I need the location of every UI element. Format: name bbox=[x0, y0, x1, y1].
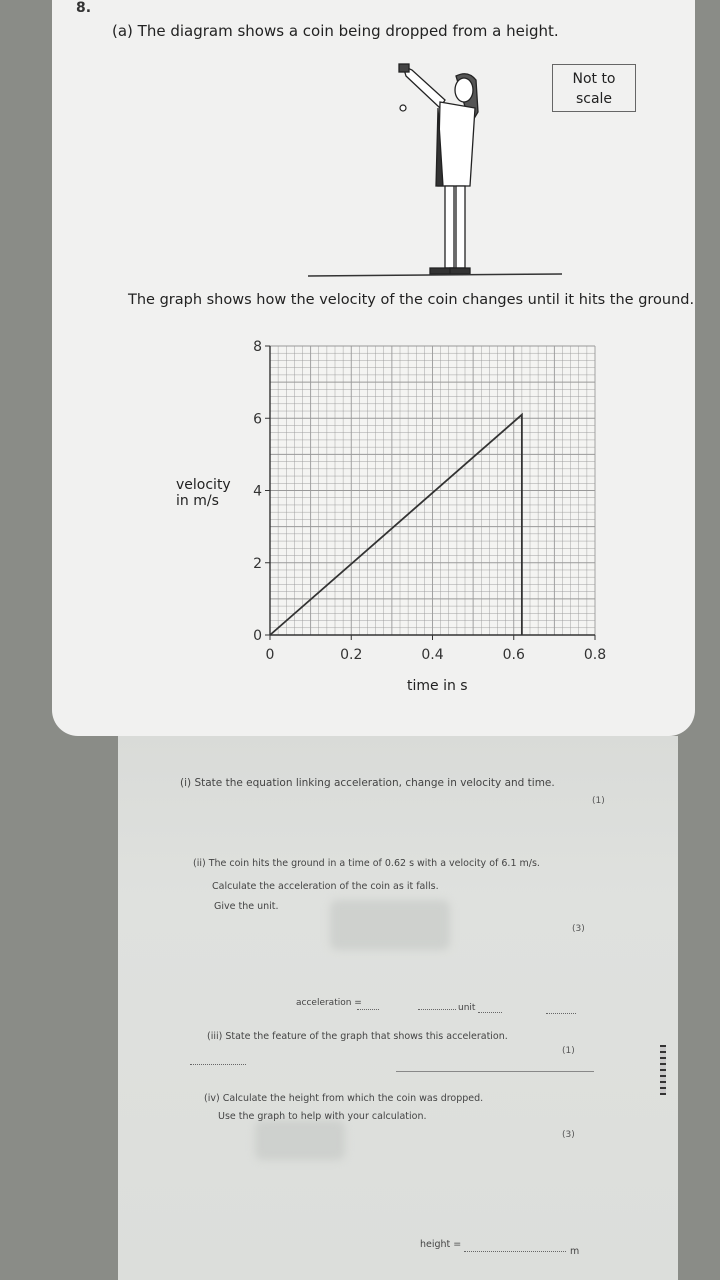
question-iv: (iv) Calculate the height from which the coin was dropped. bbox=[204, 1093, 484, 1104]
question-ii: (ii) The coin hits the ground in a time of 0.62 s with a velocity of 6.1 m/s. bbox=[193, 858, 540, 869]
blur-patch bbox=[330, 900, 450, 950]
y-axis-label-line2: in m/s bbox=[176, 493, 219, 509]
height-label: height = bbox=[420, 1239, 462, 1250]
mark-ii: (3) bbox=[572, 924, 585, 934]
graph-caption: The graph shows how the velocity of the coin changes until it hits the ground. bbox=[128, 292, 695, 308]
y-axis-label bbox=[176, 477, 231, 509]
y-tick-label: 8 bbox=[253, 339, 262, 355]
ground-line bbox=[308, 274, 562, 276]
x-axis-label: time in s bbox=[407, 678, 468, 694]
question-ii-line3: Give the unit. bbox=[214, 901, 279, 912]
coin-drop-figure bbox=[300, 58, 570, 283]
velocity-time-chart bbox=[230, 338, 650, 678]
y-tick-label: 0 bbox=[253, 628, 262, 644]
acceleration-answer-line[interactable] bbox=[357, 1009, 379, 1010]
scale-note-line1: Not to bbox=[572, 71, 616, 87]
coin bbox=[400, 105, 406, 111]
y-tick-label: 6 bbox=[253, 411, 262, 428]
answer-line-iii-start[interactable] bbox=[190, 1064, 246, 1065]
unit-answer-line-2[interactable] bbox=[546, 1013, 576, 1014]
blur-patch bbox=[255, 1120, 345, 1160]
question-iv-line2: Use the graph to help with your calculation. bbox=[218, 1111, 427, 1122]
question-ii-line2: Calculate the acceleration of the coin as it falls. bbox=[212, 881, 439, 892]
edge-binding bbox=[660, 1045, 666, 1095]
x-tick-label: 0.4 bbox=[421, 647, 444, 663]
unit-label: unit bbox=[458, 1003, 476, 1013]
x-tick-label: 0.8 bbox=[583, 647, 607, 663]
question-i: (i) State the equation linking acceleration, change in velocity and time. bbox=[180, 777, 555, 789]
scale-note-line2: scale bbox=[575, 91, 613, 107]
question-iii: (iii) State the feature of the graph that shows this acceleration. bbox=[207, 1031, 508, 1042]
x-tick-label: 0.2 bbox=[340, 647, 363, 663]
part-a-text: (a) The diagram shows a coin being dropped from a height. bbox=[112, 22, 559, 40]
person-figure bbox=[399, 64, 478, 274]
height-unit: m bbox=[570, 1246, 580, 1257]
x-tick-label: 0 bbox=[265, 647, 275, 663]
unit-answer-line[interactable] bbox=[478, 1012, 502, 1013]
answer-line-iii[interactable] bbox=[396, 1071, 594, 1072]
y-axis-label-line1: velocity bbox=[176, 477, 231, 493]
mark-iii: (1) bbox=[562, 1046, 575, 1056]
acceleration-answer-line-2[interactable] bbox=[418, 1009, 456, 1010]
mark-i: (1) bbox=[592, 796, 605, 806]
question-paper bbox=[118, 736, 678, 1280]
question-number: 8. bbox=[76, 0, 92, 16]
y-tick-label: 4 bbox=[253, 483, 262, 500]
height-answer-line[interactable] bbox=[464, 1251, 566, 1252]
x-tick-label: 0.6 bbox=[502, 647, 525, 663]
acceleration-label: acceleration = bbox=[296, 998, 362, 1008]
mark-iv: (3) bbox=[562, 1130, 575, 1140]
y-tick-label: 2 bbox=[253, 555, 262, 572]
